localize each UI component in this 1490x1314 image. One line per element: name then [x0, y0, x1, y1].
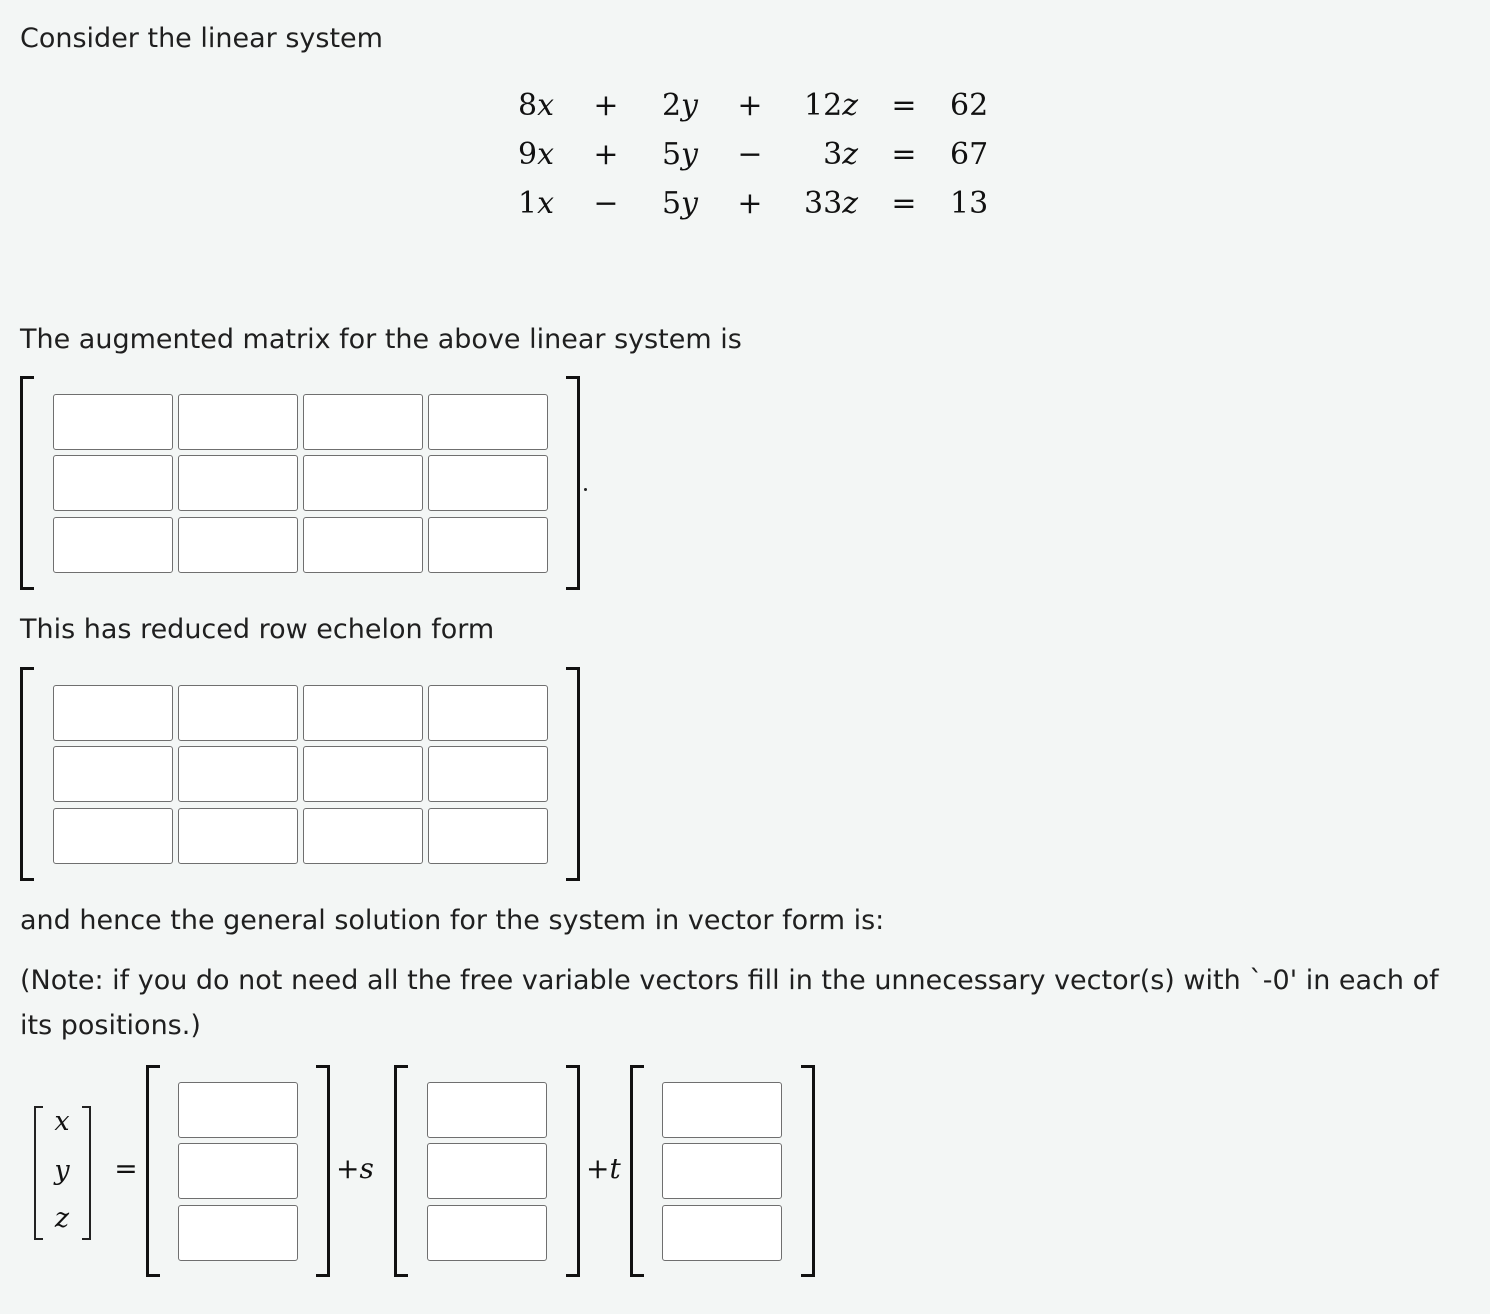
t-vector-right-bracket [801, 1065, 815, 1277]
augmented-left-bracket [20, 376, 34, 590]
augmented-cell[interactable] [428, 517, 548, 573]
t-vector-cell[interactable] [662, 1205, 782, 1261]
plus-s-label: +s [336, 1152, 374, 1185]
rref-cell[interactable] [303, 808, 423, 864]
equals-row3: = [891, 186, 917, 221]
rref-left-bracket [20, 667, 34, 881]
var-vector-left-bracket [34, 1106, 43, 1240]
particular-right-bracket [316, 1065, 330, 1277]
t-vector-left-bracket [630, 1065, 644, 1277]
coef-y-row3: 5y [661, 186, 698, 221]
particular-left-bracket [146, 1065, 160, 1277]
augmented-cell[interactable] [303, 394, 423, 450]
var-y: y [54, 1155, 70, 1186]
t-vector-cell[interactable] [662, 1082, 782, 1138]
augmented-cell[interactable] [303, 517, 423, 573]
equals-row1: = [891, 88, 917, 123]
coef-x-row2: 9x [517, 137, 554, 172]
var-vector-right-bracket [82, 1106, 91, 1240]
s-vector-left-bracket [394, 1065, 408, 1277]
rref-cell[interactable] [53, 808, 173, 864]
op2-row3: + [737, 186, 763, 221]
rref-cell[interactable] [303, 685, 423, 741]
op2-row1: + [737, 88, 763, 123]
augmented-cell[interactable] [53, 455, 173, 511]
augmented-cell[interactable] [428, 455, 548, 511]
op1-row1: + [593, 88, 619, 123]
coef-z-row3: 33z [804, 186, 858, 221]
particular-cell[interactable] [178, 1143, 298, 1199]
plus-t-label: +t [586, 1152, 621, 1185]
rhs-row1: 62 [950, 88, 989, 123]
rref-cell[interactable] [178, 685, 298, 741]
augmented-cell[interactable] [428, 394, 548, 450]
s-vector-cell[interactable] [427, 1205, 547, 1261]
particular-cell[interactable] [178, 1205, 298, 1261]
rhs-row2: 67 [950, 137, 989, 172]
augmented-cell[interactable] [178, 455, 298, 511]
op2-row2: − [737, 137, 763, 172]
s-vector-right-bracket [566, 1065, 580, 1277]
rref-cell[interactable] [428, 746, 548, 802]
augmented-cell[interactable] [178, 517, 298, 573]
t-vector-cell[interactable] [662, 1143, 782, 1199]
rref-cell[interactable] [303, 746, 423, 802]
var-z: z [54, 1203, 70, 1234]
op1-row3: − [593, 186, 619, 221]
augmented-label: The augmented matrix for the above linear system is [20, 324, 742, 355]
rref-right-bracket [566, 667, 580, 881]
rhs-row3: 13 [950, 186, 989, 221]
rref-label: This has reduced row echelon form [20, 614, 495, 645]
rref-cell[interactable] [53, 685, 173, 741]
var-x: x [54, 1106, 70, 1137]
vector-equals: = [114, 1152, 138, 1185]
augmented-cell[interactable] [53, 394, 173, 450]
rref-cell[interactable] [178, 808, 298, 864]
s-vector-cell[interactable] [427, 1082, 547, 1138]
rref-cell[interactable] [53, 746, 173, 802]
coef-z-row2: 3z [823, 137, 858, 172]
intro-text: Consider the linear system [20, 23, 383, 54]
rref-cell[interactable] [428, 685, 548, 741]
op1-row2: + [593, 137, 619, 172]
coef-y-row1: 2y [661, 88, 698, 123]
augmented-cell[interactable] [53, 517, 173, 573]
solution-label: and hence the general solution for the system in vector form is: [20, 905, 885, 936]
particular-cell[interactable] [178, 1082, 298, 1138]
augmented-right-bracket [566, 376, 580, 590]
rref-cell[interactable] [428, 808, 548, 864]
augmented-period [584, 488, 587, 491]
coef-y-row2: 5y [661, 137, 698, 172]
note-text: (Note: if you do not need all the free variable vectors fill in the unnecessary vector(s) with `-0' in each of its positions.) [20, 965, 1439, 1041]
coef-x-row3: 1x [517, 186, 554, 221]
augmented-cell[interactable] [178, 394, 298, 450]
augmented-cell[interactable] [303, 455, 423, 511]
coef-x-row1: 8x [517, 88, 554, 123]
coef-z-row1: 12z [804, 88, 858, 123]
rref-cell[interactable] [178, 746, 298, 802]
s-vector-cell[interactable] [427, 1143, 547, 1199]
equals-row2: = [891, 137, 917, 172]
